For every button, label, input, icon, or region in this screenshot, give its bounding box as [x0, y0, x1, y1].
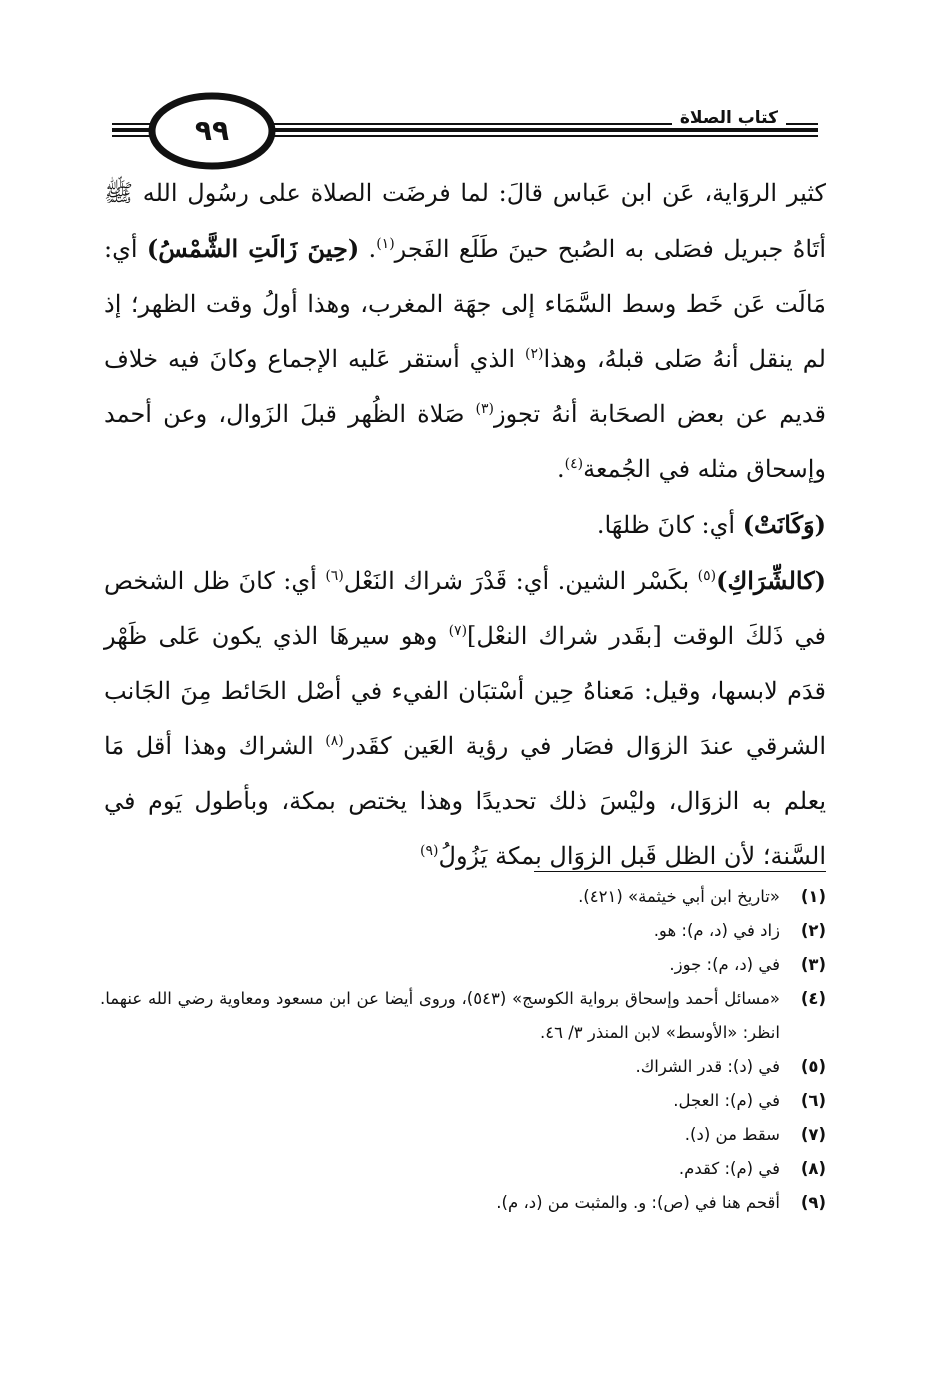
footnote-number: (٦) — [800, 1091, 826, 1110]
footnote-text: في (م): العجل. — [673, 1091, 780, 1110]
text-run: . — [557, 455, 565, 483]
text-run: . — [368, 235, 377, 263]
text-run: أي: كانَ ظلهَا. — [596, 511, 743, 539]
text-run: أي: مَالَت عَن خَط وسط السَّمَاء إلى جهَة المغرب، وهذا أولُ وقت الظهر؛ إذ لم ينقل أنهُ صَلى قبلهُ، وهذا — [104, 235, 826, 373]
lemma-text: (كالشِّرَاكِ) — [716, 566, 826, 595]
running-title: كتاب الصلاة — [672, 108, 786, 128]
footnote-item — [100, 1118, 826, 1152]
footnote-ref-3[interactable]: (٣) — [475, 401, 495, 417]
footnote-ref-9[interactable]: (٩) — [420, 843, 439, 859]
text-run: أي: كانَ ظل الشخص في ذَلكَ الوقت [بقَدر شراك النعْل] — [104, 567, 826, 650]
text-run: كثير الروَاية، عَن ابن عَباس قالَ: لما فرضَت الصلاة على رسُول الله ﷺ أتَاهُ جبريل فصَلى به الصُبح حينَ طَلَع الفَجر — [104, 179, 826, 263]
text-run: الذي أستقر عَليه الإجماع وكانَ فيه خلاف قديم عن بعض الصحَابة أنهُ تجوز — [104, 345, 826, 428]
footnote-text: «تاريخ ابن أبي خيثمة» (٤٢١). — [578, 887, 780, 906]
footnote-number: (٨) — [800, 1159, 826, 1178]
text-run: وهو سيرهَا الذي يكون عَلى ظَهْر قدَم لابسها، وقيل: مَعناهُ حِين أسْتبَان الفيء في أصْل الحَائط مِنَ الجَانب الشرقي عندَ الزوَال فصَار في رؤية العَين كقَدر — [104, 622, 826, 760]
footnote-number: (٤) — [800, 989, 826, 1008]
footnote-text: في (د): قدر الشراك. — [635, 1057, 780, 1076]
text-run: صَلاة الظُهر قبلَ الزَوال، وعن أحمد وإسحاق مثله في الجُمعة — [104, 400, 826, 483]
lemma-text: (حِينَ زَالَتِ الشَّمْسُ) — [146, 234, 360, 263]
paragraph-3 — [104, 553, 826, 884]
footnote-number: (٧) — [800, 1125, 826, 1144]
footnote-item — [100, 914, 826, 948]
page-header — [104, 84, 826, 174]
footnote-divider — [534, 871, 826, 872]
footnote-item — [100, 1050, 826, 1084]
footnote-text: «مسائل أحمد وإسحاق برواية الكوسج» (٥٤٣)، وروى أيضا عن ابن مسعود ومعاوية رضي الله عنهما. انظر: «الأوسط» لابن المنذر ٣/ ٤٦. — [100, 989, 780, 1042]
footnote-item — [100, 1186, 826, 1220]
footnote-text: أقحم هنا في (ص): و. والمثبت من (د، م). — [496, 1193, 780, 1212]
footnote-number: (٩) — [800, 1193, 826, 1212]
footnote-number: (٥) — [800, 1057, 826, 1076]
footnote-number: (٢) — [800, 921, 826, 940]
footnote-number: (١) — [800, 887, 826, 906]
footnote-ref-6[interactable]: (٦) — [325, 568, 344, 584]
footnote-text: في (م): كقدم. — [678, 1159, 780, 1178]
footnote-item — [100, 880, 826, 914]
footnote-item — [100, 948, 826, 982]
footnote-ref-8[interactable]: (٨) — [325, 733, 344, 749]
footnote-ref-1[interactable]: (١) — [376, 236, 395, 252]
page-number: ٩٩ — [194, 114, 230, 147]
text-run: الشراك وهذا أقل مَا يعلم به الزوَال، وليْسَ ذلك تحديدًا وهذا يختص بمكة، وبأطول يَوم في السَّنة؛ لأن الظل قَبل الزوَال بمكة يَزُولُ — [104, 732, 827, 870]
paragraph-1 — [104, 166, 826, 497]
footnote-ref-7[interactable]: (٧) — [448, 623, 468, 639]
footnotes-list — [100, 880, 826, 1220]
footnote-text: في (د، م): جوز. — [669, 955, 780, 974]
footnote-ref-2[interactable]: (٢) — [524, 346, 544, 362]
text-run: بكَسْر الشين. أي: قَدْرَ شراك النَعْل — [343, 567, 698, 595]
footnote-text: زاد في (د، م): هو. — [653, 921, 780, 940]
footnote-item — [100, 1084, 826, 1118]
paragraph-2 — [104, 497, 826, 553]
main-text — [104, 166, 826, 884]
footnote-item — [100, 1152, 826, 1186]
footnote-ref-4[interactable]: (٤) — [564, 456, 584, 472]
footnote-number: (٣) — [800, 955, 826, 974]
footnote-text: سقط من (د). — [684, 1125, 780, 1144]
footnote-ref-5[interactable]: (٥) — [697, 568, 717, 584]
footnote-item — [100, 982, 826, 1050]
lemma-text: (وَكَانَتْ) — [742, 510, 826, 539]
